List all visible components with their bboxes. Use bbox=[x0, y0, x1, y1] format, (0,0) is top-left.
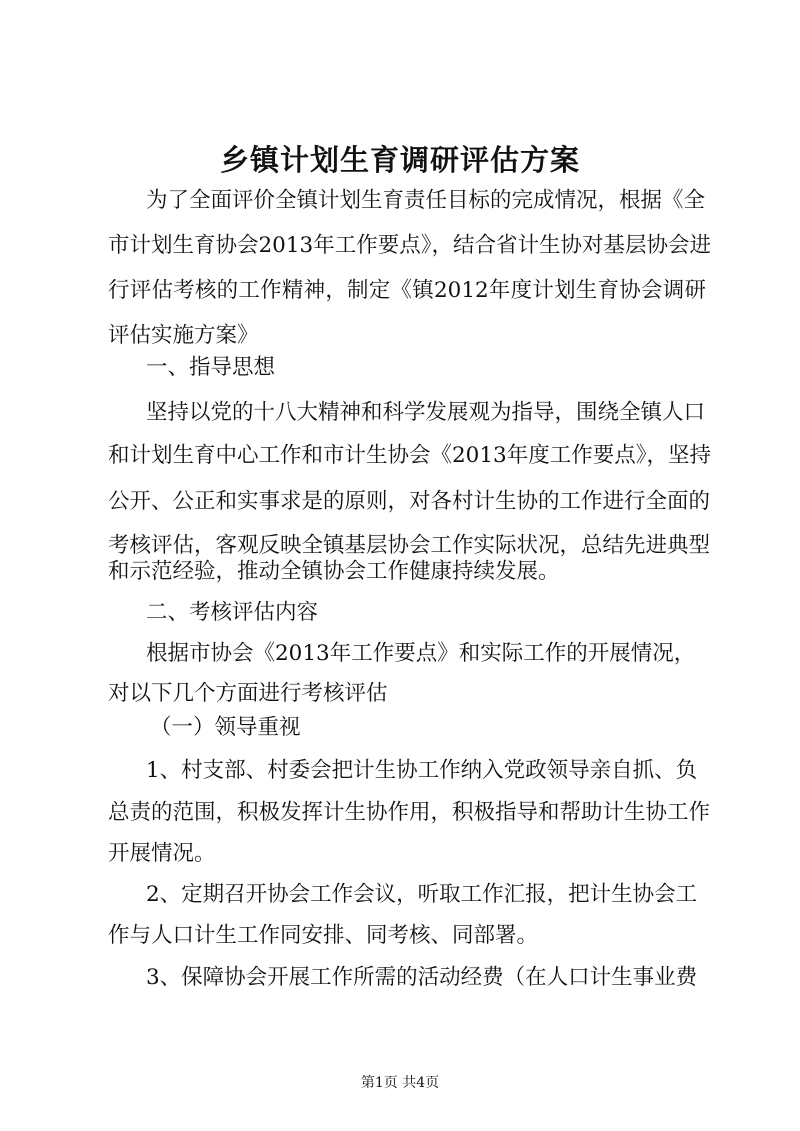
paragraph-line: 3、保障协会开展工作所需的活动经费（在人口计生事业费 bbox=[146, 965, 698, 990]
section-heading: 一、指导思想 bbox=[146, 355, 276, 380]
paragraph-line: 评估实施方案》 bbox=[108, 323, 259, 348]
paragraph-line: 公开、公正和实事求是的原则，对各村计生协的工作进行全面的 bbox=[108, 489, 711, 514]
paragraph-line: 行评估考核的工作精神，制定《镇2012年度计划生育协会调研 bbox=[108, 278, 706, 303]
paragraph-line: 为了全面评价全镇计划生育责任目标的完成情况，根据《全 bbox=[146, 188, 706, 213]
paragraph-line: 总责的范围，积极发挥计生协作用，积极指导和帮助计生协工作 bbox=[108, 800, 711, 825]
paragraph-line: 和计划生育中心工作和市计生协会《2013年度工作要点》，坚持 bbox=[108, 443, 711, 468]
paragraph-line: 1、村支部、村委会把计生协工作纳入党政领导亲自抓、负 bbox=[146, 758, 698, 783]
paragraph-line: 对以下几个方面进行考核评估 bbox=[108, 681, 388, 706]
paragraph-line: 和示范经验，推动全镇协会工作健康持续发展。 bbox=[108, 559, 560, 584]
document-title: 乡镇计划生育调研评估方案 bbox=[219, 143, 580, 177]
paragraph-line: 市计划生育协会2013年工作要点》，结合省计生协对基层协会进 bbox=[108, 233, 711, 258]
section-heading: 二、考核评估内容 bbox=[146, 600, 319, 625]
paragraph-line: 考核评估，客观反映全镇基层协会工作实际状况，总结先进典型 bbox=[108, 533, 711, 558]
paragraph-line: 根据市协会《2013年工作要点》和实际工作的开展情况， bbox=[146, 641, 696, 666]
paragraph-line: 开展情况。 bbox=[108, 841, 216, 866]
paragraph-line: 作与人口计生工作同安排、同考核、同部署。 bbox=[108, 923, 539, 948]
paragraph-line: 2、定期召开协会工作会议，听取工作汇报，把计生协会工 bbox=[146, 882, 698, 907]
paragraph-line: 坚持以党的十八大精神和科学发展观为指导，围绕全镇人口 bbox=[146, 400, 706, 425]
subsection-heading: （一）领导重视 bbox=[150, 715, 301, 740]
page-footer: 第1页 共4页 bbox=[360, 1075, 440, 1091]
